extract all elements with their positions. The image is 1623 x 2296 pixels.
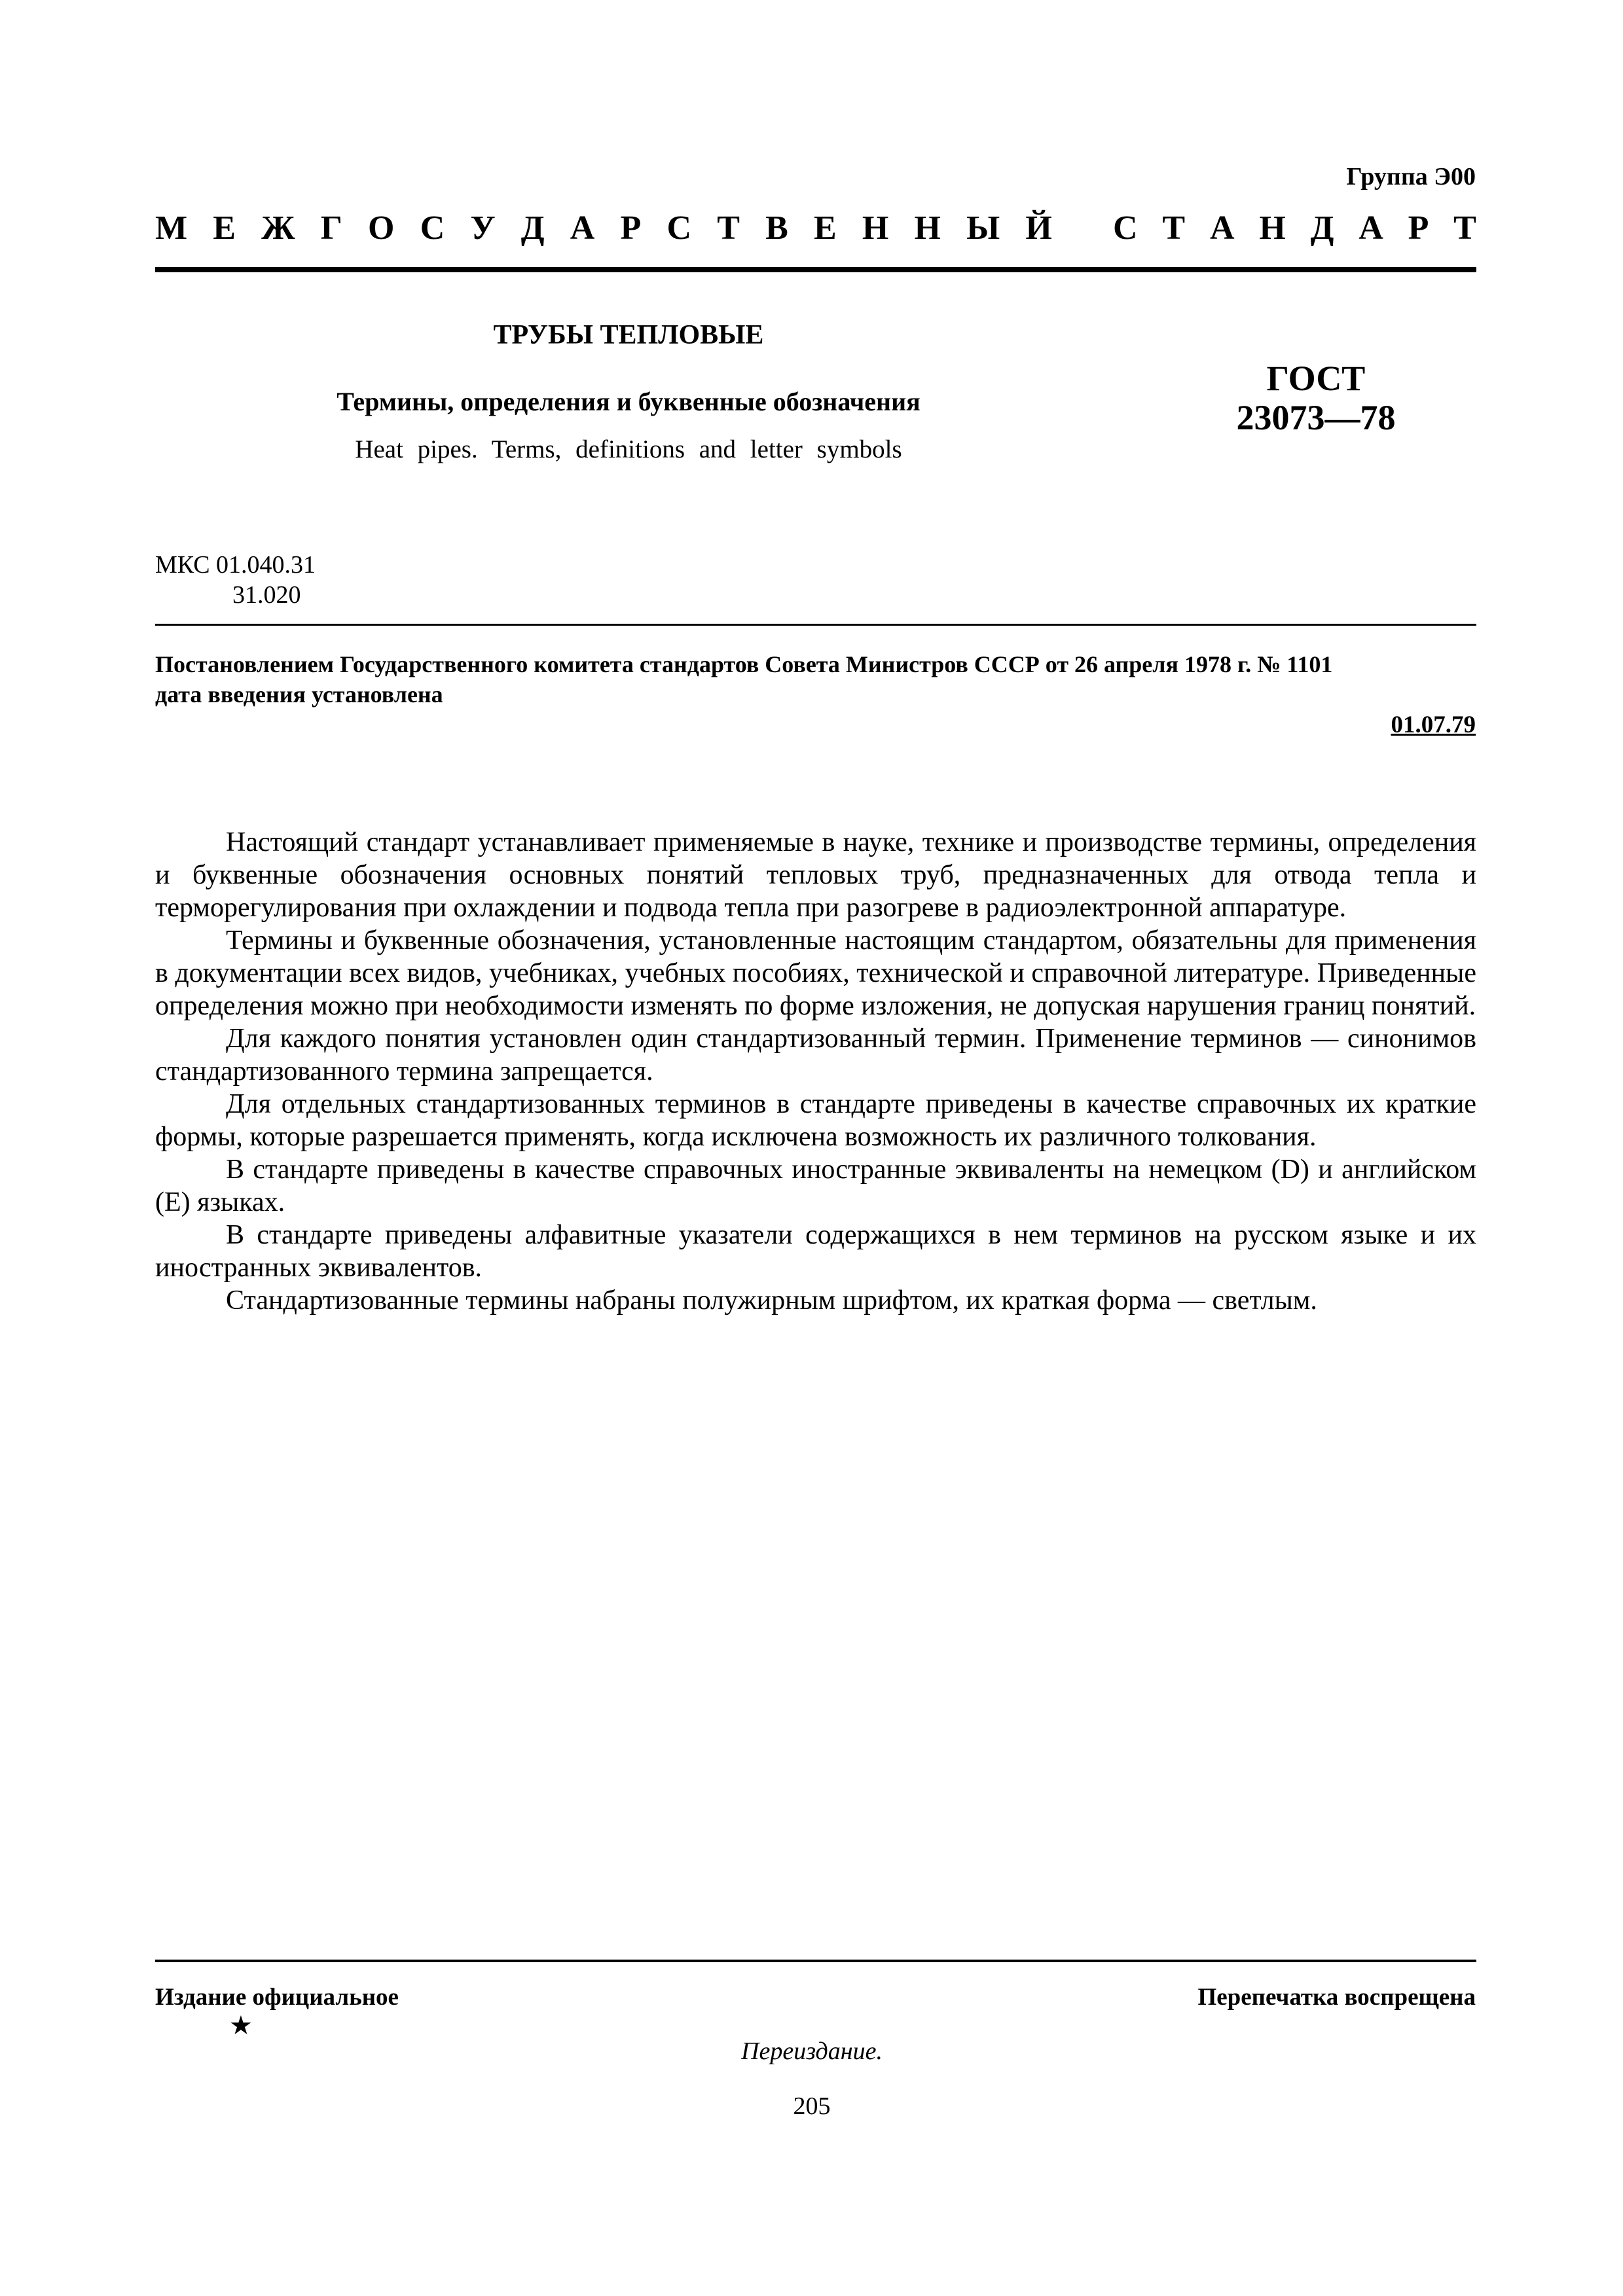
banner-letter: Г — [320, 209, 342, 247]
document-subtitle: Термины, определения и буквенные обозначения — [337, 387, 921, 416]
banner-letter: С — [420, 209, 445, 247]
reprint-prohibited-label: Перепечатка воспрещена — [1197, 1984, 1476, 2011]
document-subtitle-english: Heat pipes. Terms, definitions and letter symbols — [355, 435, 902, 463]
banner-letter: Т — [717, 209, 740, 247]
body-paragraph: Стандартизованные термины набраны полужирным шрифтом, их краткая форма — светлым. — [226, 1285, 1317, 1316]
banner-letter: Н — [1259, 209, 1286, 247]
reissue-label: Переиздание. — [741, 2037, 883, 2065]
banner-letter: В — [765, 209, 788, 247]
banner-letter: А — [570, 209, 595, 247]
star-icon: ★ — [229, 2011, 253, 2041]
banner-letter: Т — [1162, 209, 1186, 247]
standard-banner — [155, 208, 1476, 247]
body-paragraph: Термины и буквенные обозначения, установленные настоящим стандартом, обязательны для применения в документации всех видов, учебниках, учебных пособиях, технической и справочной литературе. Приведенные определения можно при необходимости изменять по форме изложения, не допуская нарушения границ понятий. — [155, 925, 1476, 1021]
banner-word-standard — [1113, 209, 1476, 247]
introduction-date: 01.07.79 — [1391, 711, 1476, 738]
banner-letter: С — [666, 209, 692, 247]
banner-letter: О — [368, 209, 395, 247]
gost-designation — [1198, 359, 1434, 437]
banner-letter: Й — [1025, 209, 1052, 247]
body-paragraph: Настоящий стандарт устанавливает применяемые в науке, технике и производстве термины, определения и буквенные обозначения основных понятий тепловых труб, предназначенных для отвода тепла и терморегулирования при охлаждении и подвода тепла при разогреве в радиоэлектронной аппаратуре. — [155, 827, 1476, 923]
banner-word-interstate — [155, 209, 1052, 247]
banner-letter: Н — [862, 209, 889, 247]
body-paragraph: Для отдельных стандартизованных терминов в стандарте приведены в качестве справочных их краткие формы, которые разрешается применять, когда исключена возможность их различного толкования. — [155, 1089, 1476, 1152]
gost-label: ГОСТ — [1266, 359, 1366, 398]
banner-letter: А — [1209, 209, 1235, 247]
body-text — [155, 826, 1476, 1317]
mks-codes — [155, 550, 316, 610]
document-title: ТРУБЫ ТЕПЛОВЫЕ — [493, 320, 764, 350]
section-rule — [155, 624, 1476, 626]
banner-letter: М — [155, 209, 188, 247]
banner-letter: А — [1359, 209, 1383, 247]
body-paragraph: В стандарте приведены алфавитные указатели содержащихся в нем терминов на русском языке и их иностранных эквивалентов. — [155, 1220, 1476, 1283]
body-paragraph: В стандарте приведены в качестве справочных иностранные эквиваленты на немецком (D) и английском (E) языках. — [155, 1155, 1476, 1217]
footer-rule — [155, 1960, 1476, 1962]
body-paragraph: Для каждого понятия установлен один стандартизованный термин. Применение терминов — синонимов стандартизованного термина запрещается. — [155, 1024, 1476, 1086]
banner-letter: Е — [813, 209, 837, 247]
banner-letter: У — [470, 209, 496, 247]
banner-letter: Н — [914, 209, 941, 247]
official-edition-label: Издание официальное — [155, 1984, 399, 2011]
header-rule — [155, 267, 1476, 272]
decree-block — [155, 649, 1476, 709]
banner-letter: Р — [620, 209, 642, 247]
banner-letter: Д — [1310, 209, 1334, 247]
decree-intro-date-label: дата введения установлена — [155, 681, 443, 708]
mks-code-2: 31.020 — [232, 581, 301, 609]
banner-letter: Ы — [966, 209, 1000, 247]
banner-letter: Р — [1408, 209, 1429, 247]
gost-number: 23073—78 — [1236, 398, 1396, 437]
banner-letter: Д — [520, 209, 545, 247]
page-number: 205 — [793, 2092, 831, 2120]
group-code: Группа Э00 — [1346, 163, 1476, 190]
banner-letter: С — [1113, 209, 1138, 247]
banner-letter: Е — [213, 209, 236, 247]
banner-letter: Ж — [261, 209, 295, 247]
banner-letter: Т — [1453, 209, 1476, 247]
mks-code-1: МКС 01.040.31 — [155, 551, 316, 579]
decree-text: Постановлением Государственного комитета стандартов Совета Министров СССР от 26 апреля 1978 г. № 1101 — [155, 651, 1333, 677]
